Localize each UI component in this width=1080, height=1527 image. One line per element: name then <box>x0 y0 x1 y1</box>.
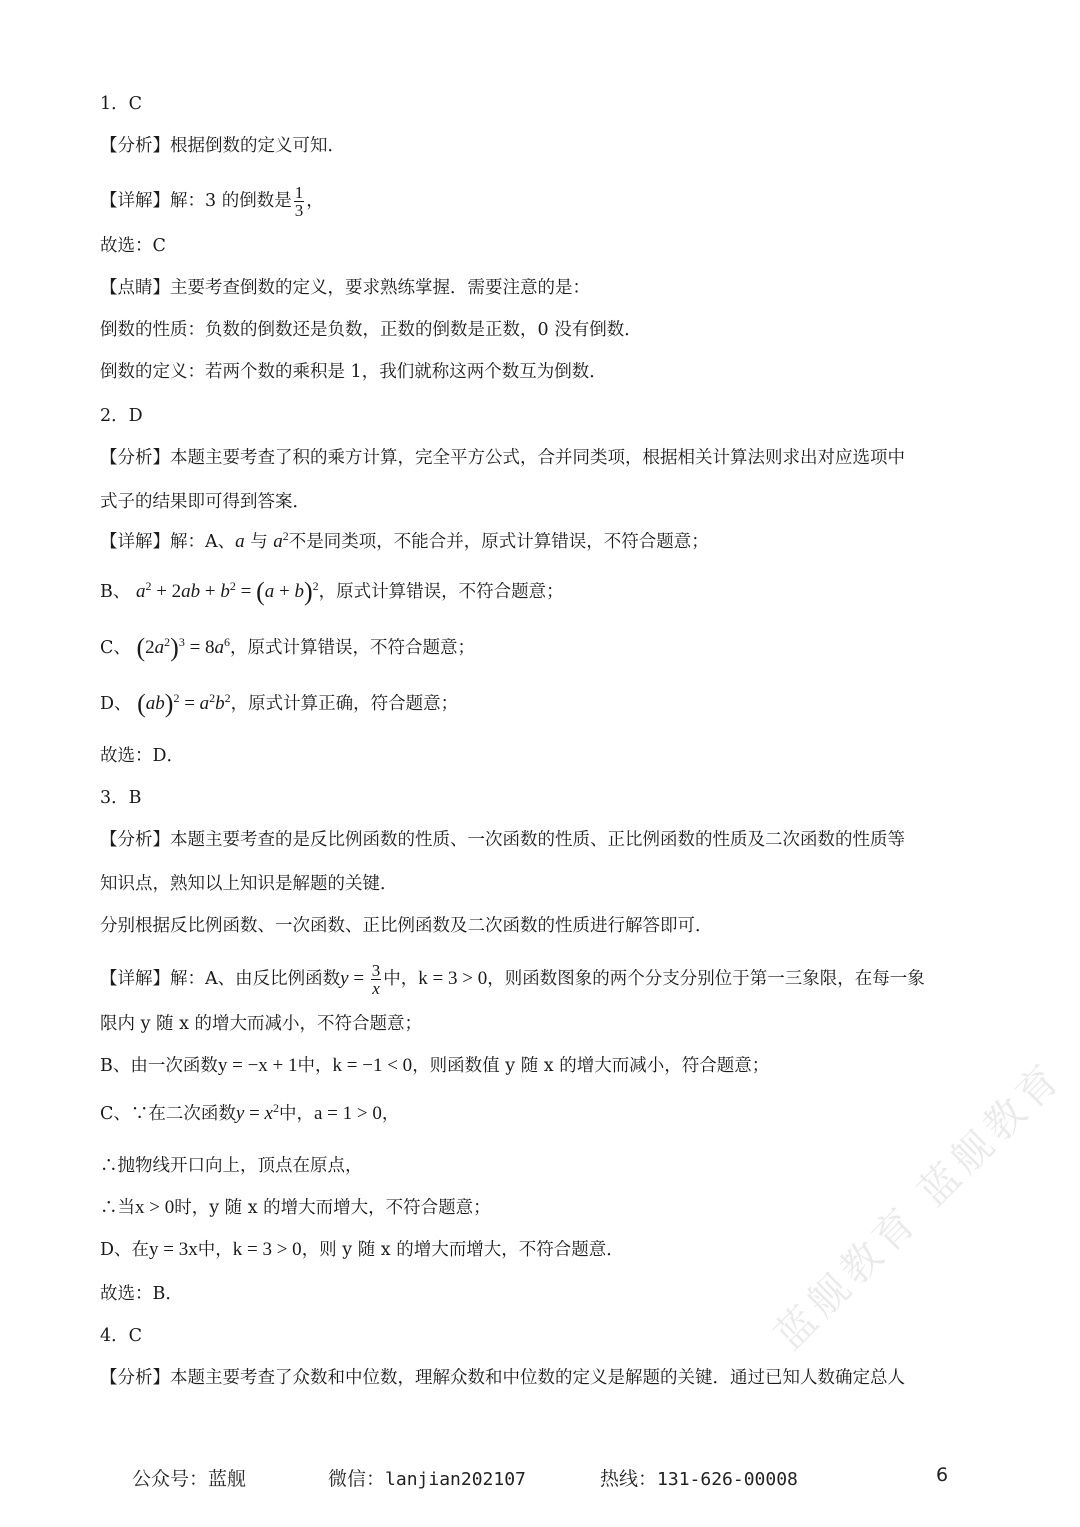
footer-wechat <box>328 1464 526 1491</box>
q3-b-prefix: B、由一次函数 <box>100 1056 218 1076</box>
q3-d-prefix: D、在 <box>100 1240 150 1260</box>
q2-d-label: D、 <box>100 694 132 714</box>
footer-hotline-label: 热线： <box>600 1468 658 1490</box>
q2-detail-a-mid: 与 <box>250 532 268 552</box>
q3-analysis-line3: 分别根据反比例函数、一次函数、正比例函数及二次函数的性质进行解答即可． <box>100 916 713 936</box>
q1-choice: 故选：C <box>100 236 166 256</box>
q3-c-suffix: ， <box>381 1104 400 1124</box>
q2-detail-c <box>100 633 984 662</box>
q2-var-a-squared: a <box>273 531 283 552</box>
q3-analysis-line2: 知识点，熟知以上知识是解题的关键． <box>100 874 398 894</box>
q3-d-k: k = 3 > 0 <box>232 1239 302 1260</box>
q1-analysis: 【分析】根据倒数的定义可知． <box>100 136 345 156</box>
q3-c-line3-prefix: ∴当 <box>100 1198 135 1218</box>
q3-a-func: y = <box>340 968 369 989</box>
q3-d-func: y = 3x <box>149 1239 198 1260</box>
q2-choice: 故选：D． <box>100 746 185 766</box>
q3-a-prefix: 【详解】解：A、由反比例函数 <box>100 969 341 989</box>
q1-property: 倒数的性质：负数的倒数还是负数，正数的倒数是正数，0 没有倒数． <box>100 320 642 340</box>
q3-c-a: a = 1 > 0 <box>313 1103 382 1124</box>
q2-answer: 2．D <box>100 406 143 426</box>
q2-b-label: B、 <box>100 582 131 602</box>
q2-detail-a <box>100 530 984 554</box>
q2-detail-a-suffix: 不是同类项，不能合并，原式计算错误，不符合题意； <box>288 532 709 552</box>
q1-answer: 1．C <box>100 94 143 114</box>
q3-detail-a <box>100 962 984 997</box>
q1-tip: 【点睛】主要考查倒数的定义，要求熟练掌握．需要注意的是： <box>100 278 590 298</box>
q3-a-fraction <box>371 962 382 997</box>
q3-analysis-line1: 【分析】本题主要考查的是反比例函数的性质、一次函数的性质、正比例函数的性质及二次函数的性质等 <box>100 830 905 850</box>
q3-b-func: y = −x + 1 <box>217 1055 298 1076</box>
q3-a-suffix: ，则函数图象的两个分支分别位于第一三象限，在每一象 <box>487 969 925 989</box>
q2-d-comment: ，原式计算正确，符合题意； <box>230 694 459 714</box>
q1-fraction-numerator: 1 <box>294 183 304 202</box>
footer-hotline <box>600 1464 798 1491</box>
q3-detail-d <box>100 1238 984 1262</box>
q3-c-line3-cond: x > 0 <box>135 1197 175 1218</box>
q3-answer: 3．B <box>100 788 142 808</box>
q1-fraction <box>294 184 305 219</box>
q1-fraction-denominator: 3 <box>294 201 304 220</box>
q3-a-line2: 限内 y 随 x 的增大而减小，不符合题意； <box>100 1014 423 1034</box>
q3-c-line3-suffix: 时，y 随 x 的增大而增大，不符合题意； <box>174 1198 491 1218</box>
q3-c-mid: 中， <box>278 1104 314 1124</box>
q1-definition: 倒数的定义：若两个数的乘积是 1，我们就称这两个数互为倒数． <box>100 362 607 382</box>
q3-a-k: k = 3 > 0 <box>418 968 488 989</box>
q3-d-mid: 中， <box>197 1240 233 1260</box>
q2-var-a: a <box>235 531 245 552</box>
footer-hotline-number: 131-626-00008 <box>657 1469 798 1490</box>
footer-wechat-id: lanjian202107 <box>385 1469 526 1490</box>
q3-b-suffix: ，则函数值 y 随 x 的增大而减小，符合题意； <box>412 1056 770 1076</box>
q1-detail-suffix: ， <box>306 191 324 211</box>
q3-b-k: k = −1 < 0 <box>332 1055 413 1076</box>
q1-detail <box>100 184 984 219</box>
q2-d-formula: $(ab)^2 = a^2b^2$ <box>137 689 231 718</box>
q3-c-prefix: C、∵在二次函数 <box>100 1104 236 1124</box>
q2-c-comment: ，原式计算错误，不符合题意； <box>230 638 476 658</box>
q1-detail-prefix: 【详解】解：3 的倒数是 <box>100 191 292 211</box>
footer-wechat-label: 微信： <box>328 1468 386 1490</box>
watermark: 蓝舰教育 蓝舰教育 <box>766 1052 1073 1359</box>
page-number: 6 <box>936 1464 949 1486</box>
q3-choice: 故选：B． <box>100 1284 183 1304</box>
q2-analysis-line1: 【分析】本题主要考查了积的乘方计算，完全平方公式，合并同类项，根据相关计算法则求出对应选项中 <box>100 448 905 468</box>
q3-a-fraction-numerator: 3 <box>371 961 381 980</box>
q3-c-line2: ∴抛物线开口向上，顶点在原点， <box>100 1156 363 1176</box>
footer-official-account: 公众号：蓝舰 <box>132 1468 247 1490</box>
q2-detail-d <box>100 689 984 718</box>
q2-b-comment: ，原式计算错误，不符合题意； <box>318 582 564 602</box>
q3-b-mid: 中， <box>297 1056 333 1076</box>
q2-c-formula: $(2a^2)^3 = 8a^6$ <box>136 633 231 662</box>
q4-answer: 4．C <box>100 1326 143 1346</box>
q2-c-label: C、 <box>100 638 131 658</box>
q3-d-suffix: ，则 y 随 x 的增大而增大，不符合题意． <box>301 1240 624 1260</box>
q3-c-line3 <box>100 1196 984 1220</box>
q3-a-fraction-denominator: x <box>372 979 380 998</box>
q2-b-formula: $a^2 + 2ab + b^2 = (a + b)^2$ <box>135 577 319 606</box>
q2-detail-a-prefix: 【详解】解：A、 <box>100 532 236 552</box>
q3-detail-b <box>100 1054 984 1078</box>
q2-detail-b <box>100 577 984 606</box>
q3-detail-c <box>100 1102 984 1126</box>
q3-c-func: $y = x^2$ <box>235 1101 279 1124</box>
q4-analysis-line1: 【分析】本题主要考查了众数和中位数，理解众数和中位数的定义是解题的关键．通过已知人数确定总人 <box>100 1368 905 1388</box>
q2-analysis-line2: 式子的结果即可得到答案． <box>100 492 310 512</box>
q2-exponent: 2 <box>282 529 289 543</box>
q3-a-mid: 中， <box>383 969 419 989</box>
